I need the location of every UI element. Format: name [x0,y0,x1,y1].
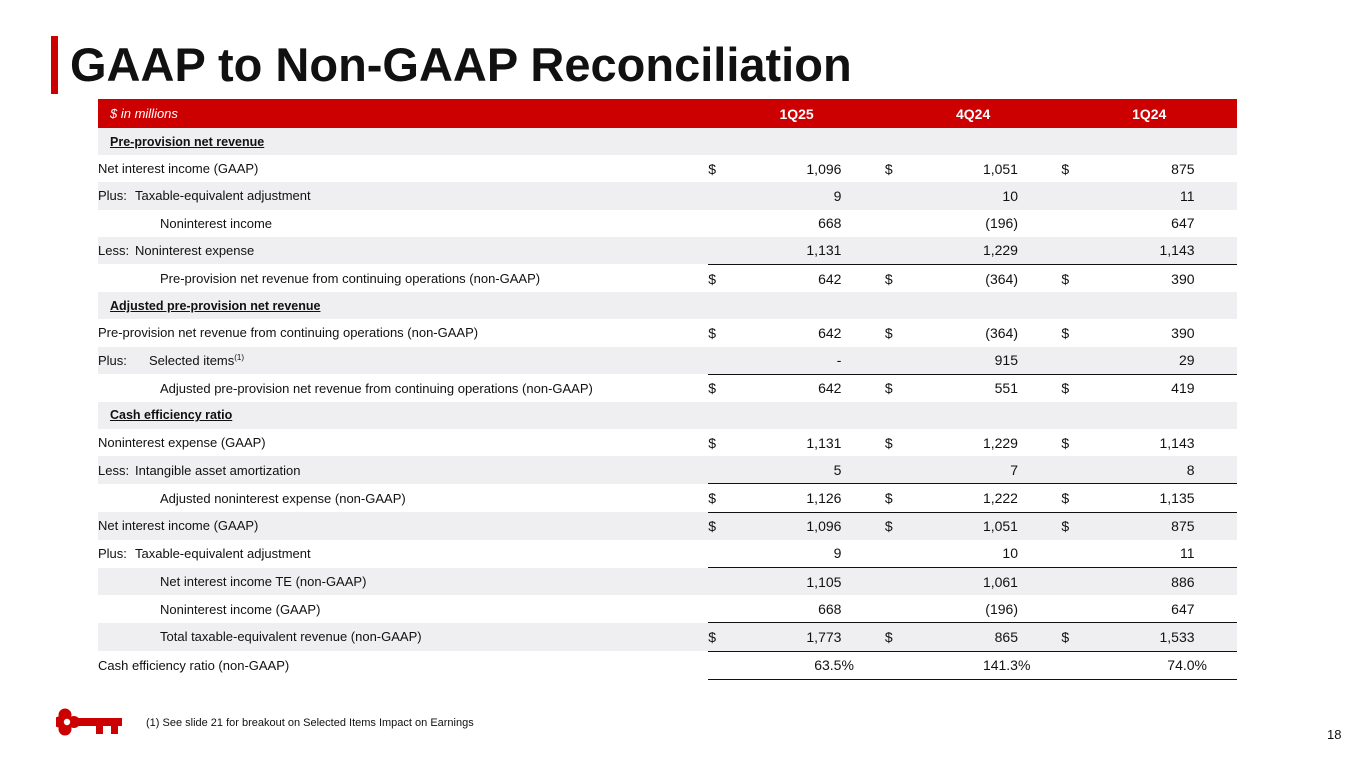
value-cell-4q24: 1,061 [930,568,1018,596]
table-row [98,210,1237,237]
currency-symbol [1061,210,1106,237]
value-cell-4q24: 1,051 [982,160,1018,177]
currency-symbol: $ [708,160,717,177]
row-label-cell [98,595,708,623]
row-label-cell [98,319,708,346]
row-label: Noninterest income [160,215,272,231]
currency-symbol [1061,456,1106,484]
value-cell-1q25: 668 [818,215,842,232]
value-cell-1q24: 419 [1107,374,1195,402]
row-label-cell [98,182,708,209]
currency-symbol: $ [708,512,753,540]
value-cell-1q25: 1,105 [754,568,842,596]
value-cell-1q24: 390 [1107,264,1195,292]
percent-symbol [1018,568,1061,596]
table-row [98,456,1237,484]
percent-symbol [1195,623,1237,651]
row-label: Taxable-equivalent adjustment [135,188,311,204]
currency-symbol: $ [708,484,753,512]
percent-symbol [1195,456,1237,484]
value-cell-1q25: 668 [818,600,842,617]
percent-symbol [1018,456,1061,484]
row-label: Selected items [149,352,235,368]
value-cell-1q24: 11 [1179,545,1195,562]
currency-symbol [885,456,930,484]
currency-symbol [1061,237,1106,265]
percent-symbol [1018,623,1061,651]
table-body [98,99,1237,679]
value-cell-4q24: 1,229 [982,434,1018,451]
section-title: Adjusted pre-provision net revenue [98,292,1237,319]
percent-symbol [841,540,884,568]
row-label-cell [98,651,708,679]
currency-symbol: $ [1061,264,1106,292]
currency-symbol [1061,347,1106,375]
currency-symbol [1061,595,1106,623]
currency-symbol [708,182,753,209]
row-label: Pre-provision net revenue from continuing operations (non-GAAP) [160,270,541,286]
percent-symbol [1018,595,1061,623]
currency-symbol: $ [708,264,753,292]
footnote: (1) See slide 21 for breakout on Selected Items Impact on Earnings [146,717,474,729]
currency-symbol [708,347,753,375]
table-row [98,237,1237,265]
percent-symbol [1195,210,1237,237]
value-cell-1q25: 1,096 [754,512,842,540]
column-header-4q24: 4Q24 [885,99,1062,128]
percent-symbol [841,374,884,402]
footnote-ref: (1) [234,352,245,362]
row-label: Net interest income TE (non-GAAP) [160,573,367,589]
column-header-1q25: 1Q25 [708,99,885,128]
row-prefix: Plus: [98,352,127,368]
value-cell-1q25: 642 [754,264,842,292]
column-header-1q24: 1Q24 [1061,99,1237,128]
percent-symbol [1195,347,1237,375]
percent-symbol [1018,374,1061,402]
percent-symbol: % [1018,651,1061,679]
page-number: 18 [1327,727,1342,742]
percent-symbol [841,568,884,596]
row-label: Adjusted pre-provision net revenue from continuing operations (non-GAAP) [160,380,593,396]
percent-symbol [1195,155,1237,182]
row-label-cell [98,568,708,596]
percent-symbol [1018,319,1061,346]
row-label: Net interest income (GAAP) [98,518,259,534]
percent-symbol [1018,182,1061,209]
value-cell-1q24: 1,135 [1107,484,1195,512]
currency-symbol [708,540,753,568]
row-label-cell [98,347,708,375]
value-cell-1q24: 29 [1107,347,1195,375]
currency-symbol [708,651,753,679]
table-row [98,568,1237,596]
percent-symbol [1195,595,1237,623]
value-cell-1q24: 647 [1171,600,1195,617]
row-label: Pre-provision net revenue from continuing operations (non-GAAP) [98,325,479,341]
value-cell-4q24: 141.3 [930,651,1018,679]
row-label: Noninterest expense [135,243,255,259]
percent-symbol [1195,540,1237,568]
value-cell-1q24: 74.0 [1107,651,1195,679]
percent-symbol [1018,540,1061,568]
row-label-cell [98,264,708,292]
section-header-row [98,402,1237,429]
currency-symbol [1061,540,1106,568]
table-row [98,623,1237,651]
value-cell-4q24: (196) [985,215,1018,232]
percent-symbol [841,182,884,209]
row-prefix: Less: [98,462,130,478]
value-cell-1q25: 1,773 [754,623,842,651]
currency-symbol: $ [1061,160,1070,177]
currency-symbol: $ [708,434,717,451]
value-cell-4q24: 1,229 [930,237,1018,265]
percent-symbol [841,264,884,292]
row-label-cell [98,623,708,651]
row-label: Adjusted noninterest expense (non-GAAP) [160,490,406,506]
table-row [98,155,1237,182]
row-label: Noninterest income (GAAP) [160,601,321,617]
row-prefix: Less: [98,243,130,259]
value-cell-1q25: 63.5 [754,651,842,679]
table-row [98,429,1237,456]
currency-symbol [708,456,753,484]
value-cell-1q25: - [754,347,842,375]
currency-symbol [885,568,930,596]
percent-symbol [1195,237,1237,265]
value-cell-4q24: 1,051 [930,512,1018,540]
table-row [98,651,1237,679]
unit-label: $ in millions [98,99,708,128]
currency-symbol [885,182,930,209]
row-label: Total taxable-equivalent revenue (non-GAAP) [160,629,422,645]
percent-symbol [841,595,884,623]
percent-symbol [1018,484,1061,512]
currency-symbol: $ [708,623,753,651]
value-cell-4q24: 10 [1002,545,1018,562]
value-cell-4q24: (196) [985,600,1018,617]
value-cell-1q24: 1,533 [1107,623,1195,651]
table-row [98,512,1237,540]
row-label-cell [98,210,708,237]
percent-symbol [841,347,884,375]
percent-symbol [1195,484,1237,512]
percent-symbol [1195,319,1237,346]
row-label: Noninterest expense (GAAP) [98,435,266,451]
percent-symbol [841,155,884,182]
section-title: Pre-provision net revenue [98,128,1237,155]
row-prefix: Plus: [98,546,127,562]
value-cell-1q24: 11 [1107,182,1195,209]
percent-symbol [1018,210,1061,237]
row-label-cell [98,540,708,568]
percent-symbol: % [841,651,884,679]
value-cell-4q24: (364) [985,324,1018,341]
currency-symbol: $ [1061,512,1106,540]
currency-symbol [885,347,930,375]
value-cell-1q25: 1,126 [754,484,842,512]
row-label-cell [98,512,708,540]
value-cell-1q25: 642 [754,374,842,402]
value-cell-4q24: 1,222 [930,484,1018,512]
percent-symbol [1195,512,1237,540]
row-label: Taxable-equivalent adjustment [135,546,311,562]
value-cell-1q24: 8 [1107,456,1195,484]
table-row [98,319,1237,346]
currency-symbol [708,595,753,623]
value-cell-1q24: 875 [1107,512,1195,540]
value-cell-4q24: 551 [930,374,1018,402]
percent-symbol [1018,155,1061,182]
currency-symbol [1061,182,1106,209]
percent-symbol [841,429,884,456]
percent-symbol [841,484,884,512]
percent-symbol [841,210,884,237]
table-row [98,374,1237,402]
value-cell-1q24: 886 [1107,568,1195,596]
percent-symbol [841,237,884,265]
key-logo-icon [56,706,124,738]
percent-symbol [841,623,884,651]
value-cell-1q25: 1,131 [806,434,842,451]
section-header-row [98,292,1237,319]
currency-symbol [885,237,930,265]
row-label: Cash efficiency ratio (non-GAAP) [98,657,290,673]
value-cell-1q24: 1,143 [1107,237,1195,265]
currency-symbol: $ [1061,623,1106,651]
row-label-cell [98,456,708,484]
value-cell-4q24: 10 [930,182,1018,209]
currency-symbol: $ [708,324,717,341]
percent-symbol [1018,347,1061,375]
table-row [98,347,1237,375]
currency-symbol [708,210,753,237]
percent-symbol [1195,568,1237,596]
currency-symbol: $ [884,160,893,177]
row-label-cell [98,155,708,182]
row-label-cell [98,374,708,402]
percent-symbol [1195,182,1237,209]
currency-symbol: $ [1061,484,1106,512]
row-label-cell [98,429,708,456]
currency-symbol: $ [885,623,930,651]
percent-symbol [1018,512,1061,540]
currency-symbol [1061,651,1106,679]
percent-symbol [1195,264,1237,292]
value-cell-4q24: 7 [930,456,1018,484]
value-cell-1q25: 1,131 [754,237,842,265]
table-row [98,484,1237,512]
currency-symbol: $ [1061,434,1070,451]
percent-symbol [1018,264,1061,292]
value-cell-1q25: 642 [818,324,842,341]
value-cell-1q25: 5 [754,456,842,484]
table-row [98,595,1237,623]
value-cell-4q24: (364) [930,264,1018,292]
currency-symbol [1061,568,1106,596]
value-cell-1q24: 390 [1171,324,1195,341]
percent-symbol [1195,429,1237,456]
row-label: Net interest income (GAAP) [98,161,259,177]
value-cell-1q25: 9 [833,545,842,562]
title-accent-bar [51,36,58,94]
currency-symbol: $ [884,434,893,451]
currency-symbol [885,595,930,623]
section-title: Cash efficiency ratio [98,402,1237,429]
currency-symbol: $ [885,484,930,512]
currency-symbol: $ [708,374,753,402]
value-cell-1q24: 647 [1171,215,1195,232]
percent-symbol [1018,237,1061,265]
value-cell-1q25: 1,096 [806,160,842,177]
section-header-row [98,128,1237,155]
currency-symbol: $ [885,264,930,292]
percent-symbol [1018,429,1061,456]
percent-symbol [841,456,884,484]
currency-symbol [885,540,930,568]
percent-symbol [841,319,884,346]
value-cell-1q24: 875 [1171,160,1195,177]
table-row [98,182,1237,209]
currency-symbol [885,210,930,237]
percent-symbol: % [1195,651,1237,679]
table-row [98,264,1237,292]
percent-symbol [1195,374,1237,402]
row-label-cell [98,484,708,512]
currency-symbol: $ [885,374,930,402]
percent-symbol [841,512,884,540]
row-label: Intangible asset amortization [135,462,301,478]
currency-symbol: $ [1061,324,1070,341]
currency-symbol [885,651,930,679]
currency-symbol: $ [1061,374,1106,402]
page-title: GAAP to Non-GAAP Reconciliation [70,38,852,91]
reconciliation-table [98,99,1237,680]
value-cell-1q24: 1,143 [1159,434,1195,451]
value-cell-4q24: 865 [930,623,1018,651]
value-cell-1q25: 9 [754,182,842,209]
currency-symbol: $ [884,324,893,341]
currency-symbol [708,568,753,596]
table-row [98,540,1237,568]
table-header-row [98,99,1237,128]
row-label-cell [98,237,708,265]
currency-symbol [708,237,753,265]
row-prefix: Plus: [98,188,127,204]
value-cell-4q24: 915 [930,347,1018,375]
currency-symbol: $ [885,512,930,540]
